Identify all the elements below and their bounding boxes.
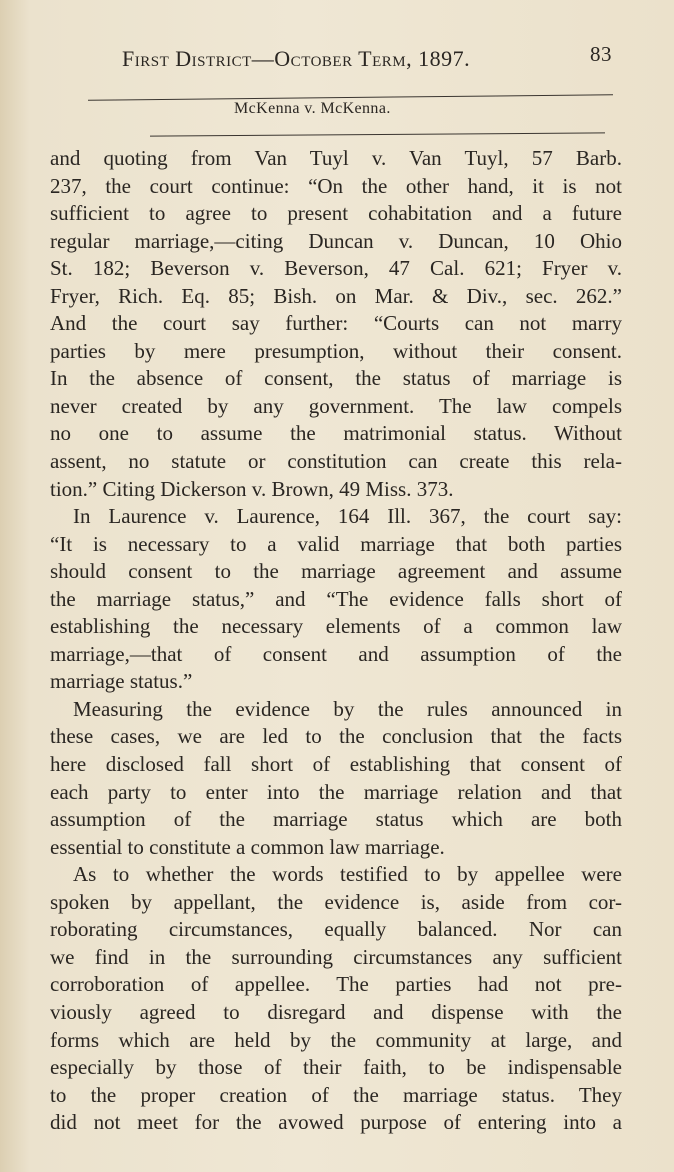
text-line: As to whether the words testified to by appellee were bbox=[73, 862, 622, 887]
text-line: establishing the necessary elements of a common law bbox=[50, 614, 622, 639]
text-line: marriage status.” bbox=[50, 669, 193, 694]
text-line: never created by any government. The law compels bbox=[50, 393, 622, 418]
text-line: and quoting from Van Tuyl v. Van Tuyl, 57 Barb. bbox=[50, 146, 622, 170]
text-line: 237, the court continue: “On the other hand, it is not bbox=[50, 173, 622, 198]
text-line: assumption of the marriage status which are both bbox=[50, 807, 622, 832]
text-line: did not meet for the avowed purpose of entering into a bbox=[50, 1110, 622, 1135]
text-line: forms which are held by the community at large, and bbox=[50, 1027, 622, 1052]
text-line: especially by those of their faith, to be indispensable bbox=[50, 1055, 622, 1080]
text-line: viously agreed to disregard and dispense with the bbox=[50, 999, 622, 1024]
text-line: assent, no statute or constitution can create this rela- bbox=[50, 449, 622, 474]
text-line: each party to enter into the marriage relation and that bbox=[50, 779, 622, 804]
text-line: Fryer, Rich. Eq. 85; Bish. on Mar. & Div., sec. 262.” bbox=[50, 283, 622, 308]
text-line: here disclosed fall short of establishing that consent of bbox=[50, 752, 622, 777]
text-line: should consent to the marriage agreement and assume bbox=[50, 559, 622, 584]
text-line: St. 182; Beverson v. Beverson, 47 Cal. 621; Fryer v. bbox=[50, 256, 622, 281]
running-title: First District—October Term, 1897. bbox=[122, 46, 471, 71]
text-line: In the absence of consent, the status of marriage is bbox=[50, 366, 622, 391]
text-line: tion.” Citing Dickerson v. Brown, 49 Miss. 373. bbox=[50, 476, 454, 501]
text-line: marriage,—that of consent and assumption of the bbox=[50, 641, 622, 666]
page-number: 83 bbox=[590, 42, 612, 66]
text-line: these cases, we are led to the conclusion that the facts bbox=[50, 724, 622, 749]
case-name: McKenna v. McKenna. bbox=[234, 100, 391, 117]
text-line: regular marriage,—citing Duncan v. Duncan, 10 Ohio bbox=[50, 228, 622, 253]
running-head bbox=[122, 42, 622, 76]
text-line: roborating circumstances, equally balanced. Nor can bbox=[50, 917, 622, 942]
text-line: In Laurence v. Laurence, 164 Ill. 367, the court say: bbox=[73, 504, 622, 529]
text-line: the marriage status,” and “The evidence falls short of bbox=[50, 586, 622, 611]
text-line: no one to assume the matrimonial status. Without bbox=[50, 421, 622, 446]
text-line: “It is necessary to a valid marriage that both parties bbox=[50, 531, 622, 556]
text-line: spoken by appellant, the evidence is, aside from cor- bbox=[50, 889, 622, 914]
body-text bbox=[50, 145, 622, 1137]
text-line: to the proper creation of the marriage status. They bbox=[50, 1082, 622, 1107]
text-line: sufficient to agree to present cohabitation and a future bbox=[50, 201, 622, 226]
text-line: parties by mere presumption, without their consent. bbox=[50, 338, 622, 363]
case-name-rule bbox=[150, 132, 605, 136]
text-line: Measuring the evidence by the rules announced in bbox=[73, 696, 622, 721]
text-line: corroboration of appellee. The parties had not pre- bbox=[50, 972, 622, 997]
text-line: we find in the surrounding circumstances any sufficient bbox=[50, 944, 622, 969]
text-line: essential to constitute a common law marriage. bbox=[50, 834, 445, 859]
text-line: And the court say further: “Courts can not marry bbox=[50, 311, 622, 336]
